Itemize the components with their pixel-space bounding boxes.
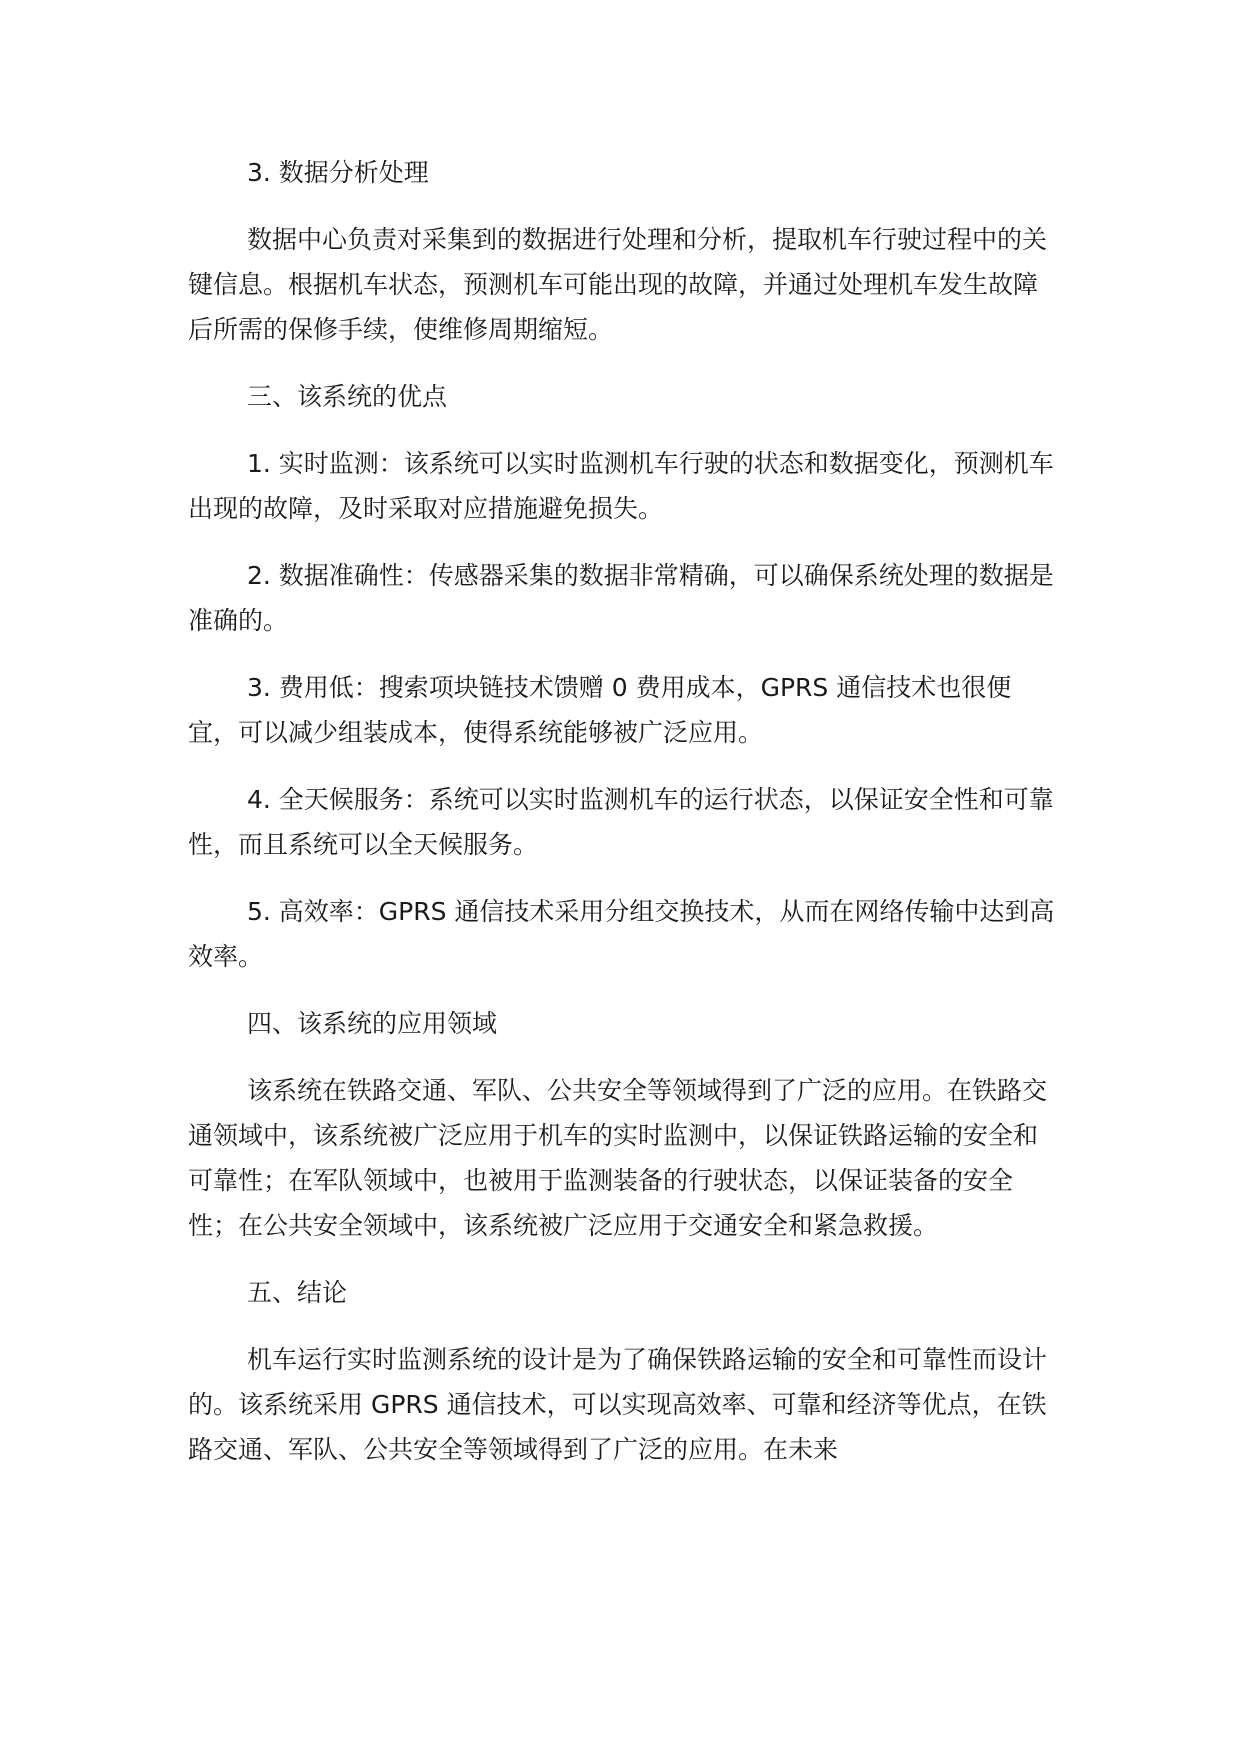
list-paragraph: 3. 费用低：搜索项块链技术馈赠 0 费用成本，GPRS 通信技术也很便宜，可以减少组装成本，使得系统能够被广泛应用。 xyxy=(188,673,1012,747)
document-page xyxy=(188,150,1058,1494)
section-heading: 三、该系统的优点 xyxy=(247,382,448,411)
section-subheading: 3. 数据分析处理 xyxy=(247,158,429,187)
section-heading: 四、该系统的应用领域 xyxy=(247,1009,498,1038)
body-paragraph: 机车运行实时监测系统的设计是为了确保铁路运输的安全和可靠性而设计的。该系统采用 GPRS 通信技术，可以实现高效率、可靠和经济等优点，在铁路交通、军队、公共安全等领域得到了广泛的应用。在未来 xyxy=(188,1345,1048,1464)
body-paragraph: 该系统在铁路交通、军队、公共安全等领域得到了广泛的应用。在铁路交通领域中，该系统被广泛应用于机车的实时监测中，以保证铁路运输的安全和可靠性；在军队领域中，也被用于监测装备的行驶状态，以保证装备的安全性；在公共安全领域中，该系统被广泛应用于交通安全和紧急救援。 xyxy=(188,1076,1048,1240)
list-paragraph: 2. 数据准确性：传感器采集的数据非常精确，可以确保系统处理的数据是准确的。 xyxy=(188,561,1054,635)
body-paragraph: 数据中心负责对采集到的数据进行处理和分析，提取机车行驶过程中的关键信息。根据机车状态，预测机车可能出现的故障，并通过处理机车发生故障后所需的保修手续，使维修周期缩短。 xyxy=(188,225,1048,344)
list-paragraph: 5. 高效率：GPRS 通信技术采用分组交换技术，从而在网络传输中达到高效率。 xyxy=(188,897,1055,971)
list-paragraph: 1. 实时监测：该系统可以实时监测机车行驶的状态和数据变化，预测机车出现的故障，及时采取对应措施避免损失。 xyxy=(188,449,1054,523)
section-heading: 五、结论 xyxy=(247,1278,348,1307)
list-paragraph: 4. 全天候服务：系统可以实时监测机车的运行状态，以保证安全性和可靠性，而且系统可以全天候服务。 xyxy=(188,785,1054,859)
